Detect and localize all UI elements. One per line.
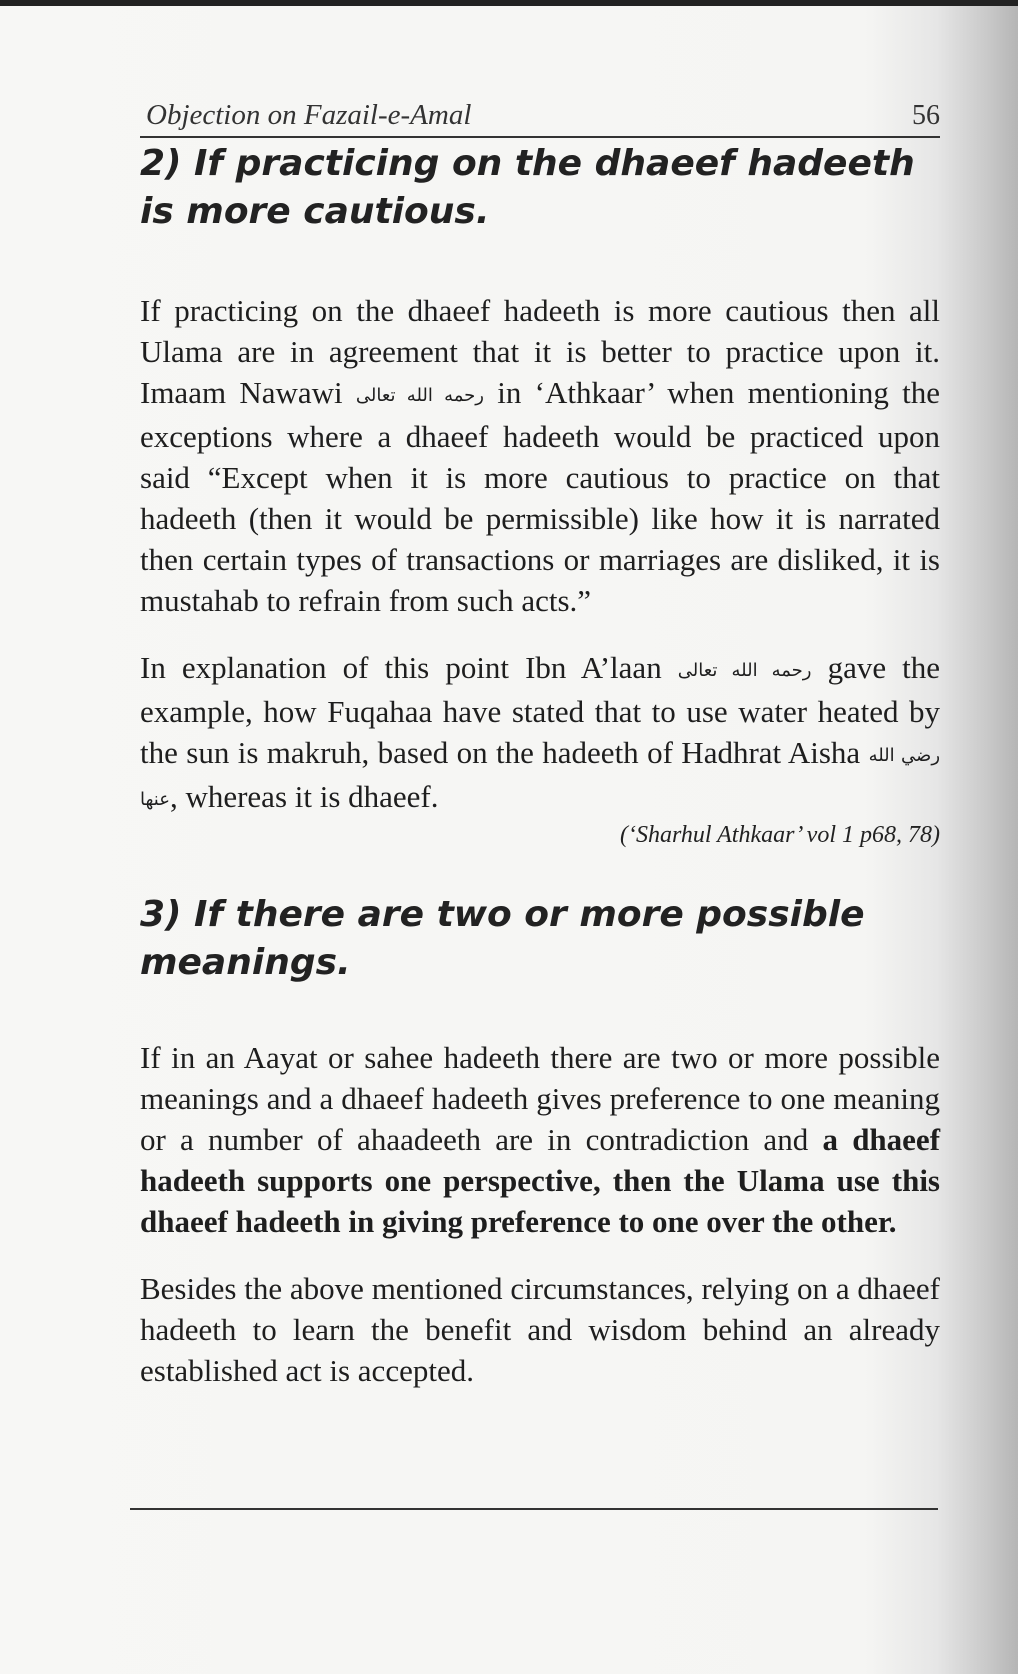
scan-top-edge <box>0 0 1018 6</box>
honorific-glyph: رحمه الله تعالى <box>355 385 484 406</box>
bottom-rule <box>130 1508 938 1510</box>
section-3-paragraph-1 <box>140 1037 940 1242</box>
honorific-glyph: رحمه الله تعالى <box>677 660 812 681</box>
bold-text-span: a dhaeef hadeeth supports one perspective, then the Ulama use this dhaeef hadeeth in giving preference to one over the other. <box>140 1122 941 1239</box>
section-3-heading: 3) If there are two or more possible meanings. <box>140 894 865 983</box>
text-span: gave the example, how Fuqahaa have stated that to use water heated by the sun is makruh, based on the hadeeth of Hadhrat Aisha <box>140 650 941 770</box>
text-span: , whereas it is dhaeef. <box>169 779 439 814</box>
text-span: If practicing on the dhaeef hadeeth is more cautious then all Ulama are in agreement that it is better to practice upon it. Imaam Nawawi <box>140 293 940 410</box>
section-3-paragraph-2: Besides the above mentioned circumstances, relying on a dhaeef hadeeth to learn the benefit and wisdom behind an already established act is accepted. <box>140 1271 940 1388</box>
text-span: in ‘Athkaar’ when mentioning the exceptions where a dhaeef hadeeth would be practiced upon said “Except when it is more cautious to practice on that hadeeth (then it would be permissible) like how it is narrated then certain types of transactions or marriages are disliked, it is mustahab to refrain from such acts.” <box>140 375 940 618</box>
page-number: 56 <box>912 100 940 131</box>
section-2-paragraph-2 <box>140 647 940 820</box>
text-span: In explanation of this point Ibn A’laan <box>140 650 662 685</box>
page-content <box>140 90 940 1391</box>
section-2-heading: 2) If practicing on the dhaeef hadeeth is more cautious. <box>140 143 915 232</box>
citation: (‘Sharhul Athkaar’ vol 1 p68, 78) <box>620 822 940 848</box>
text-span: If in an Aayat or sahee hadeeth there are two or more possible meanings and a dhaeef hadeeth gives preference to one meaning or a number of ahaadeeth are in contradiction and <box>140 1040 940 1157</box>
running-header <box>140 90 940 138</box>
section-2-paragraph-1 <box>140 290 940 621</box>
running-title: Objection on Fazail-e-Amal <box>146 99 472 131</box>
honorific-glyph: رضي الله عنها <box>140 745 941 810</box>
